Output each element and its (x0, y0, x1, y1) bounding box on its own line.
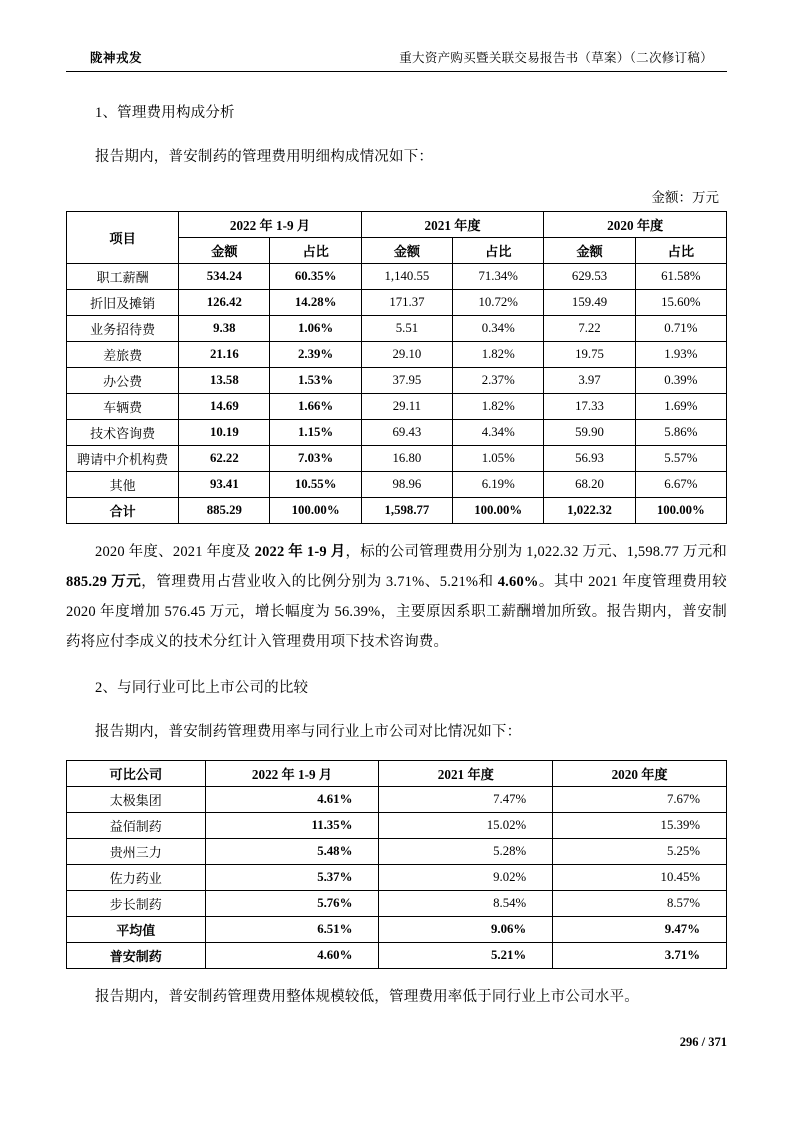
header-company-name: 陇神戎发 (90, 51, 143, 65)
header-document-title: 重大资产购买暨关联交易报告书（草案）（二次修订稿） (399, 51, 713, 65)
table1-row-7-c-pct: 5.57% (635, 446, 726, 472)
table1-period-2: 2021 年度 (361, 212, 544, 238)
table1-row-4-b-pct: 2.37% (453, 368, 544, 394)
table2-row-2-v3: 5.25% (553, 839, 727, 865)
table2-row-0-v2: 7.47% (379, 787, 553, 813)
table1-row-0-b-amt: 1,140.55 (361, 264, 452, 290)
table-row (67, 368, 727, 394)
table-row (67, 472, 727, 498)
table1-row-1-a-pct: 14.28% (270, 290, 361, 316)
analysis-part-3: ，管理费用占营业收入的比例分别为 3.71%、5.21%和 (141, 574, 498, 590)
table1-row-6-a-amt: 10.19 (179, 420, 270, 446)
table1-row-3-b-pct: 1.82% (453, 342, 544, 368)
analysis-highlight-amount: 885.29 万元 (66, 574, 142, 590)
table1-sub-amount-1: 金额 (179, 238, 270, 264)
analysis-highlight-period: 2022 年 1-9 月 (254, 544, 346, 560)
table2-row-1-v1: 11.35% (205, 813, 379, 839)
table1-row-4-c-pct: 0.39% (635, 368, 726, 394)
table2-row-4-company: 步长制药 (67, 891, 206, 917)
table1-row-4-c-amt: 3.97 (544, 368, 635, 394)
table2-row-5-v1: 6.51% (205, 917, 379, 943)
table2-col-company: 可比公司 (67, 761, 206, 787)
table2-head (67, 761, 727, 787)
table1-row-7-c-amt: 56.93 (544, 446, 635, 472)
table1-row-1-a-amt: 126.42 (179, 290, 270, 316)
table2-row-1-v3: 15.39% (553, 813, 727, 839)
table1-row-3-item: 差旅费 (67, 342, 179, 368)
table2-row-4-v1: 5.76% (205, 891, 379, 917)
table1-row-6-c-amt: 59.90 (544, 420, 635, 446)
table1-row-5-a-amt: 14.69 (179, 394, 270, 420)
table-row (67, 316, 727, 342)
table1-total-row (67, 498, 727, 524)
table1-row-2-item: 业务招待费 (67, 316, 179, 342)
table1-sub-pct-1: 占比 (270, 238, 361, 264)
table1-row-5-b-amt: 29.11 (361, 394, 452, 420)
table1-row-3-b-amt: 29.10 (361, 342, 452, 368)
table1-row-6-a-pct: 1.15% (270, 420, 361, 446)
table2-row-2-v1: 5.48% (205, 839, 379, 865)
table2-row-3-v1: 5.37% (205, 865, 379, 891)
table1-row-7-a-pct: 7.03% (270, 446, 361, 472)
table-row (67, 787, 727, 813)
table1-row-0-item: 职工薪酬 (67, 264, 179, 290)
table1-head (67, 212, 727, 264)
section-2-heading: 2、与同行业可比上市公司的比较 (95, 680, 309, 696)
table2-col-2020: 2020 年度 (553, 761, 727, 787)
table-row (67, 865, 727, 891)
closing-paragraph: 报告期内，普安制药管理费用整体规模较低，管理费用率低于同行业上市公司水平。 (95, 989, 639, 1005)
section-1-heading: 1、管理费用构成分析 (95, 105, 235, 121)
table1-row-3-a-pct: 2.39% (270, 342, 361, 368)
table1-row-7-item: 聘请中介机构费 (67, 446, 179, 472)
table-row (67, 446, 727, 472)
table1-row-2-c-amt: 7.22 (544, 316, 635, 342)
table1-row-3-c-amt: 19.75 (544, 342, 635, 368)
management-expense-table (66, 211, 727, 524)
table1-row-3-a-amt: 21.16 (179, 342, 270, 368)
table-row (67, 264, 727, 290)
table1-total-c-pct: 100.00% (635, 498, 726, 524)
table2-header-row (67, 761, 727, 787)
amount-unit-note: 金额：万元 (651, 190, 719, 205)
table1-total-c-amt: 1,022.32 (544, 498, 635, 524)
table1-row-3-c-pct: 1.93% (635, 342, 726, 368)
table2-row-0-v3: 7.67% (553, 787, 727, 813)
table1-row-4-item: 办公费 (67, 368, 179, 394)
table1-row-8-c-pct: 6.67% (635, 472, 726, 498)
table1-sub-pct-2: 占比 (453, 238, 544, 264)
table2-row-3-v3: 10.45% (553, 865, 727, 891)
table1-row-0-a-pct: 60.35% (270, 264, 361, 290)
table1-total-a-pct: 100.00% (270, 498, 361, 524)
table1-row-4-a-amt: 13.58 (179, 368, 270, 394)
table1-total-b-amt: 1,598.77 (361, 498, 452, 524)
table1-row-6-c-pct: 5.86% (635, 420, 726, 446)
table1-header-row-1 (67, 212, 727, 238)
table-row (67, 342, 727, 368)
table1-row-2-b-pct: 0.34% (453, 316, 544, 342)
table1-row-8-c-amt: 68.20 (544, 472, 635, 498)
table2-row-5-company: 平均值 (67, 917, 206, 943)
table2-row-5-v2: 9.06% (379, 917, 553, 943)
table1-period-3: 2020 年度 (544, 212, 727, 238)
table2-row-4-v2: 8.54% (379, 891, 553, 917)
table-row (67, 917, 727, 943)
table-row (67, 839, 727, 865)
table2-row-2-company: 贵州三力 (67, 839, 206, 865)
analysis-part-4: 。其中 2021 年度管理费用较 2020 年度增加 576.45 万元，增长幅度为 56.39%，主要原因系职工薪酬增加所致。报告期内，普安制药将应付李成义的技术分红计入管理费用项下技术咨询费。 (66, 574, 728, 650)
table-row (67, 813, 727, 839)
table1-row-5-item: 车辆费 (67, 394, 179, 420)
analysis-part-1: 2020 年度、2021 年度及 (95, 544, 255, 560)
table1-total-a-amt: 885.29 (179, 498, 270, 524)
table1-row-8-item: 其他 (67, 472, 179, 498)
table1-row-8-a-amt: 93.41 (179, 472, 270, 498)
table1-body (67, 264, 727, 524)
table2-row-6-v3: 3.71% (553, 943, 727, 969)
table2-row-5-v3: 9.47% (553, 917, 727, 943)
table1-sub-amount-2: 金额 (361, 238, 452, 264)
table1-sub-amount-3: 金额 (544, 238, 635, 264)
table1-row-4-a-pct: 1.53% (270, 368, 361, 394)
table1-row-5-c-pct: 1.69% (635, 394, 726, 420)
analysis-paragraph (66, 537, 727, 657)
table1-row-5-b-pct: 1.82% (453, 394, 544, 420)
table1-row-0-a-amt: 534.24 (179, 264, 270, 290)
table2-row-0-company: 太极集团 (67, 787, 206, 813)
table1-row-8-b-pct: 6.19% (453, 472, 544, 498)
table1-row-0-c-pct: 61.58% (635, 264, 726, 290)
table2-row-3-company: 佐力药业 (67, 865, 206, 891)
table2-row-3-v2: 9.02% (379, 865, 553, 891)
table2-row-6-v1: 4.60% (205, 943, 379, 969)
table2-row-1-v2: 15.02% (379, 813, 553, 839)
table2-body (67, 787, 727, 969)
table1-row-1-item: 折旧及摊销 (67, 290, 179, 316)
table1-row-5-a-pct: 1.66% (270, 394, 361, 420)
analysis-part-2: ，标的公司管理费用分别为 1,022.32 万元、1,598.77 万元和 (345, 544, 728, 560)
table1-total-item: 合计 (67, 498, 179, 524)
table1-row-7-a-amt: 62.22 (179, 446, 270, 472)
table2-row-6-company: 普安制药 (67, 943, 206, 969)
table-row (67, 290, 727, 316)
table1-total-b-pct: 100.00% (453, 498, 544, 524)
peer-comparison-table (66, 760, 727, 969)
table1-period-1: 2022 年 1-9 月 (179, 212, 362, 238)
table1-row-1-b-pct: 10.72% (453, 290, 544, 316)
table1-row-2-c-pct: 0.71% (635, 316, 726, 342)
table1-row-2-b-amt: 5.51 (361, 316, 452, 342)
table-row (67, 420, 727, 446)
page-number: 296 / 371 (679, 1035, 727, 1049)
analysis-highlight-ratio: 4.60% (497, 574, 539, 590)
table2-col-2021: 2021 年度 (379, 761, 553, 787)
table2-row-4-v3: 8.57% (553, 891, 727, 917)
table2-row-0-v1: 4.61% (205, 787, 379, 813)
table1-row-8-b-amt: 98.96 (361, 472, 452, 498)
table1-row-1-b-amt: 171.37 (361, 290, 452, 316)
table-row (67, 943, 727, 969)
table1-row-6-b-amt: 69.43 (361, 420, 452, 446)
table1-col-item: 项目 (67, 212, 179, 264)
table1-row-6-b-pct: 4.34% (453, 420, 544, 446)
table1-row-2-a-amt: 9.38 (179, 316, 270, 342)
table1-row-4-b-amt: 37.95 (361, 368, 452, 394)
table-row (67, 394, 727, 420)
table1-row-8-a-pct: 10.55% (270, 472, 361, 498)
table2-row-2-v2: 5.28% (379, 839, 553, 865)
table2-row-1-company: 益佰制药 (67, 813, 206, 839)
table1-row-0-c-amt: 629.53 (544, 264, 635, 290)
table2-col-2022: 2022 年 1-9 月 (205, 761, 379, 787)
table1-row-0-b-pct: 71.34% (453, 264, 544, 290)
table2-row-6-v2: 5.21% (379, 943, 553, 969)
table1-row-2-a-pct: 1.06% (270, 316, 361, 342)
section-2-intro: 报告期内，普安制药管理费用率与同行业上市公司对比情况如下： (95, 724, 522, 740)
table1-row-7-b-amt: 16.80 (361, 446, 452, 472)
table1-row-5-c-amt: 17.33 (544, 394, 635, 420)
table1-row-1-c-amt: 159.49 (544, 290, 635, 316)
table1-sub-pct-3: 占比 (635, 238, 726, 264)
table1-row-1-c-pct: 15.60% (635, 290, 726, 316)
section-1-intro: 报告期内，普安制药的管理费用明细构成情况如下： (95, 149, 434, 165)
table-row (67, 891, 727, 917)
table1-row-6-item: 技术咨询费 (67, 420, 179, 446)
page-header (66, 48, 727, 72)
table1-row-7-b-pct: 1.05% (453, 446, 544, 472)
